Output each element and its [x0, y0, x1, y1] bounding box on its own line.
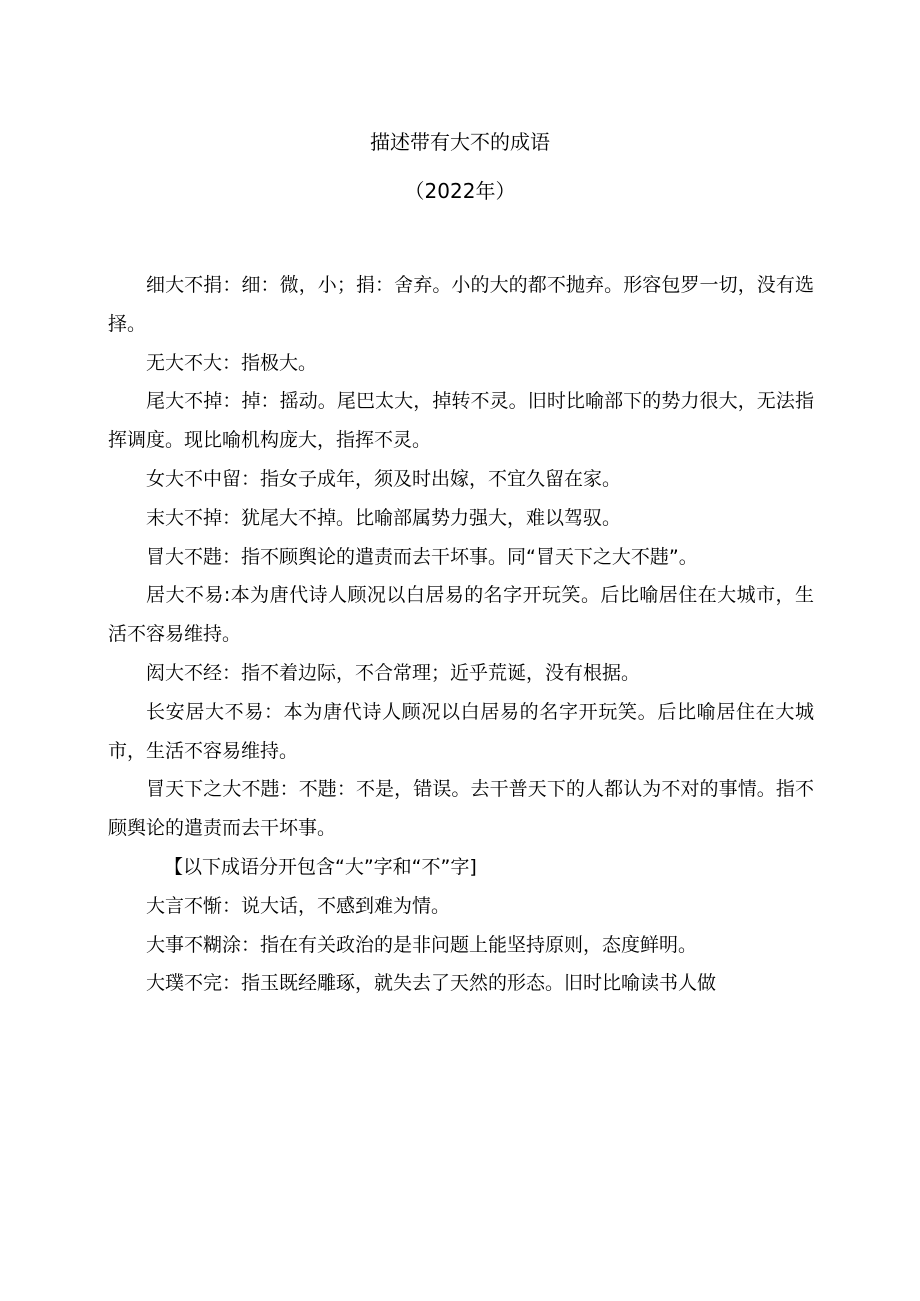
- paragraph: 细大不捐：细：微，小；捐：舍弃。小的大的都不抛弃。形容包罗一切，没有选择。: [108, 274, 814, 335]
- document-body: [108, 266, 814, 1003]
- paragraph: 长安居大不易：本为唐代诗人顾况以白居易的名字开玩笑。后比喻居住在大城市，生活不容易维持。: [108, 700, 814, 762]
- paragraph: 闳大不经：指不着边际，不合常理；近乎荒诞，没有根据。: [146, 661, 641, 684]
- paragraph: 大言不惭：说大话，不感到难为情。: [146, 894, 451, 917]
- paragraph: 大璞不完：指玉既经雕琢，就失去了天然的形态。旧时比喻读书人做: [146, 972, 717, 995]
- paragraph: 无大不大：指极大。: [146, 351, 318, 374]
- paragraph: 冒大不韪：指不顾舆论的遣责而去干坏事。同“冒天下之大不韪”。: [146, 545, 698, 568]
- paragraph: 居大不易:本为唐代诗人顾况以白居易的名字开玩笑。后比喻居住在大城市，生活不容易维持。: [108, 584, 814, 646]
- paragraph: 女大不中留：指女子成年，须及时出嫁，不宜久留在家。: [146, 467, 622, 490]
- paragraph: 末大不掉：犹尾大不掉。比喻部属势力强大，难以驾驭。: [146, 506, 622, 529]
- page-title: 描述带有大不的成语: [370, 130, 550, 154]
- section-note: 【以下成语分开包含“大”字和“不”字]: [164, 855, 477, 878]
- paragraph: 冒天下之大不韪：不韪：不是，错误。去干普天下的人都认为不对的事情。指不顾舆论的遣责而去干坏事。: [108, 778, 814, 840]
- paragraph: 尾大不掉：掉：摇动。尾巴太大，掉转不灵。旧时比喻部下的势力很大，无法指挥调度。现比喻机构庞大，指挥不灵。: [108, 390, 814, 452]
- paragraph: 大事不糊涂：指在有关政治的是非问题上能坚持原则，态度鲜明。: [146, 933, 698, 956]
- page-subtitle-year: （2022年）: [404, 179, 516, 203]
